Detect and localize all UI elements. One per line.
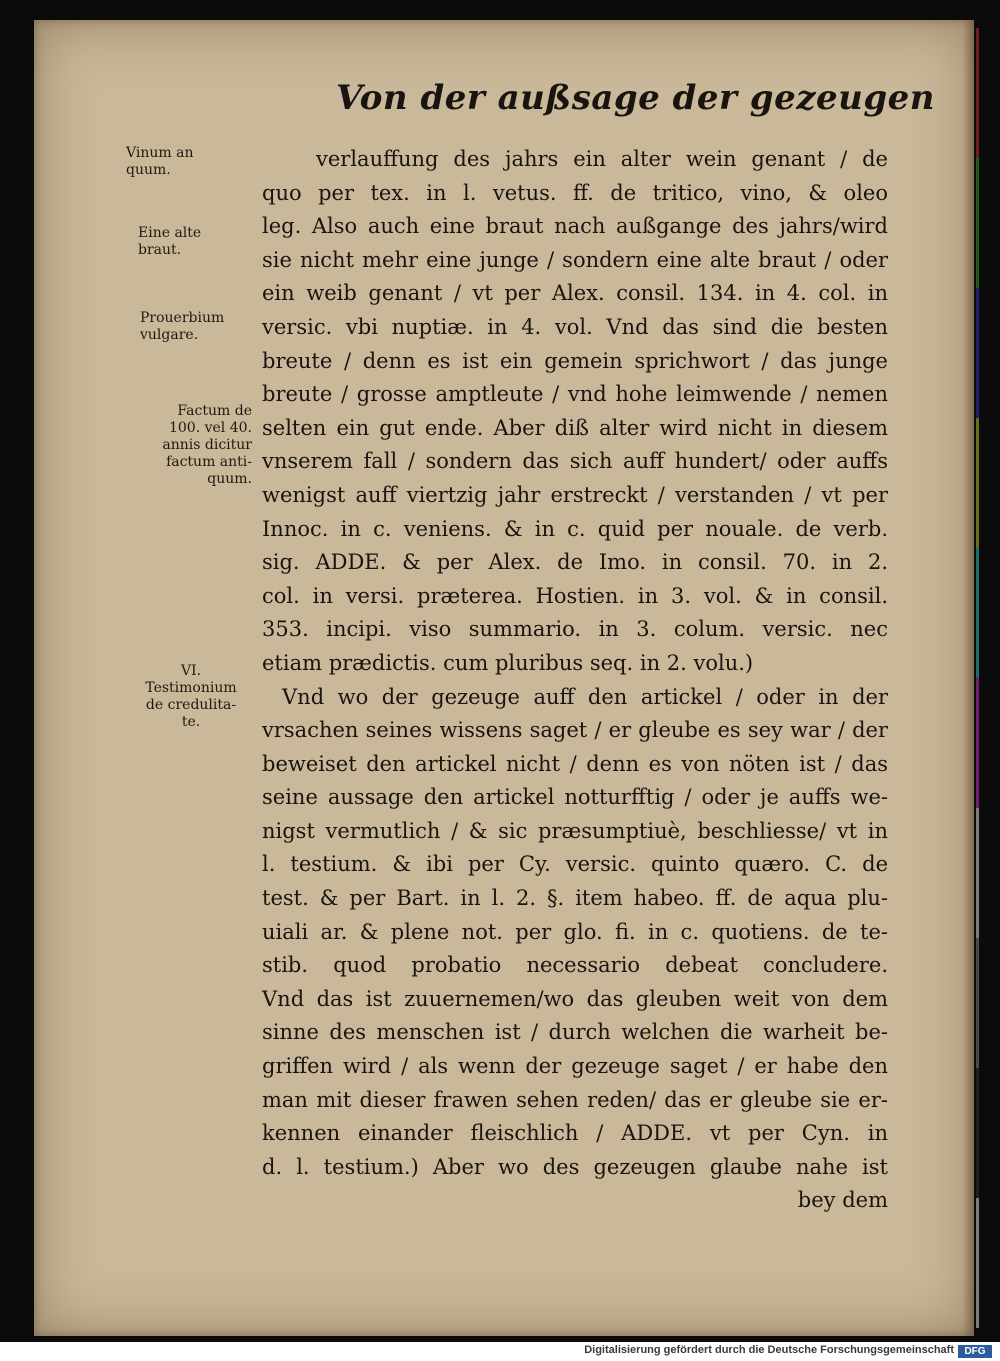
text-line: col. in versi. præterea. Hostien. in 3. vol. & in consil. — [262, 583, 888, 608]
margin-note: Factum de 100. vel 40. annis dicitur factum anti- quum. — [162, 403, 252, 487]
margin-note: Vinum an quum. — [126, 145, 194, 178]
text-line: versic. vbi nuptiæ. in 4. vol. Vnd das sind die besten — [262, 314, 888, 339]
text-line: sie nicht mehr eine junge / sondern eine alte braut / oder — [262, 247, 888, 272]
text-line: etiam prædictis. cum pluribus seq. in 2. volu.) — [262, 650, 754, 675]
text-line: breute / denn es ist ein gemein sprichwort / das junge — [262, 348, 888, 373]
text-line: wenigst auff viertzig jahr erstreckt / verstanden / vt per — [262, 482, 888, 507]
text-line: breute / grosse amptleute / vnd hohe leimwende / nemen — [262, 382, 888, 407]
text-line: stib. quod probatio necessario debeat concludere. — [262, 953, 888, 978]
text-line: seine aussage den artickel notturfftig / oder je auffs we- — [262, 785, 888, 810]
body-text — [262, 143, 888, 1218]
text-line: Vnd wo der gezeuge auff den artickel / oder in der — [282, 684, 888, 709]
text-line: Innoc. in c. veniens. & in c. quid per nouale. de verb. — [262, 516, 888, 541]
text-line: sinne des menschen ist / durch welchen die warheit be- — [262, 1020, 888, 1045]
margin-note: Eine alte braut. — [138, 225, 202, 258]
catchword: bey dem — [797, 1188, 888, 1213]
running-head: Von der außsage der gezeugen — [336, 78, 935, 118]
text-line: griffen wird / als wenn der gezeuge saget / er habe den — [262, 1054, 888, 1079]
page-edge-shadow — [962, 20, 974, 1336]
text-line: sig. ADDE. & per Alex. de Imo. in consil. 70. in 2. — [262, 550, 888, 575]
margin-note: VI. Testimonium de credulita- te. — [145, 663, 237, 730]
text-line: vnserem fall / sondern das sich auff hundert/ oder auffs — [262, 449, 888, 474]
footer-bar — [0, 1342, 1000, 1361]
text-line: vrsachen seines wissens saget / er gleube es sey war / der — [262, 718, 888, 743]
text-line: Vnd das ist zuuernemen/wo das gleuben weit von dem — [262, 986, 888, 1011]
text-line: man mit dieser frawen sehen reden/ das er gleube sie er- — [262, 1087, 888, 1112]
dfg-logo: DFG — [958, 1345, 992, 1358]
text-line: selten ein gut ende. Aber diß alter wird nicht in diesem — [262, 415, 888, 440]
text-line: verlauffung des jahrs ein alter wein genant / de — [316, 147, 888, 171]
text-line: leg. Also auch eine braut nach außgange des jahrs/wird — [262, 214, 888, 239]
text-line: test. & per Bart. in l. 2. §. item habeo. ff. de aqua plu- — [262, 886, 888, 911]
text-line: quo per tex. in l. vetus. ff. de tritico, vino, & oleo — [262, 180, 888, 205]
text-line: nigst vermutlich / & sic præsumptiuè, beschliesse/ vt in — [262, 818, 888, 843]
funding-notice: Digitalisierung gefördert durch die Deutsche Forschungsgemeinschaft — [584, 1344, 954, 1356]
text-line: 353. incipi. viso summario. in 3. colum. versic. nec — [262, 617, 888, 642]
color-calibration-strip — [976, 28, 979, 1328]
text-line: ein weib genant / vt per Alex. consil. 134. in 4. col. in — [262, 281, 888, 306]
text-line: d. l. testium.) Aber wo des gezeugen glaube nahe ist — [262, 1154, 888, 1179]
text-line: l. testium. & ibi per Cy. versic. quinto quæro. C. de — [262, 852, 888, 877]
margin-note: Prouerbium vulgare. — [140, 310, 225, 343]
text-line: kennen einander fleischlich / ADDE. vt per Cyn. in — [262, 1121, 888, 1146]
text-line: uiali ar. & plene not. per glo. fi. in c. quotiens. de te- — [262, 919, 888, 944]
text-line: beweiset den artickel nicht / denn es von nöten ist / das — [262, 751, 888, 776]
